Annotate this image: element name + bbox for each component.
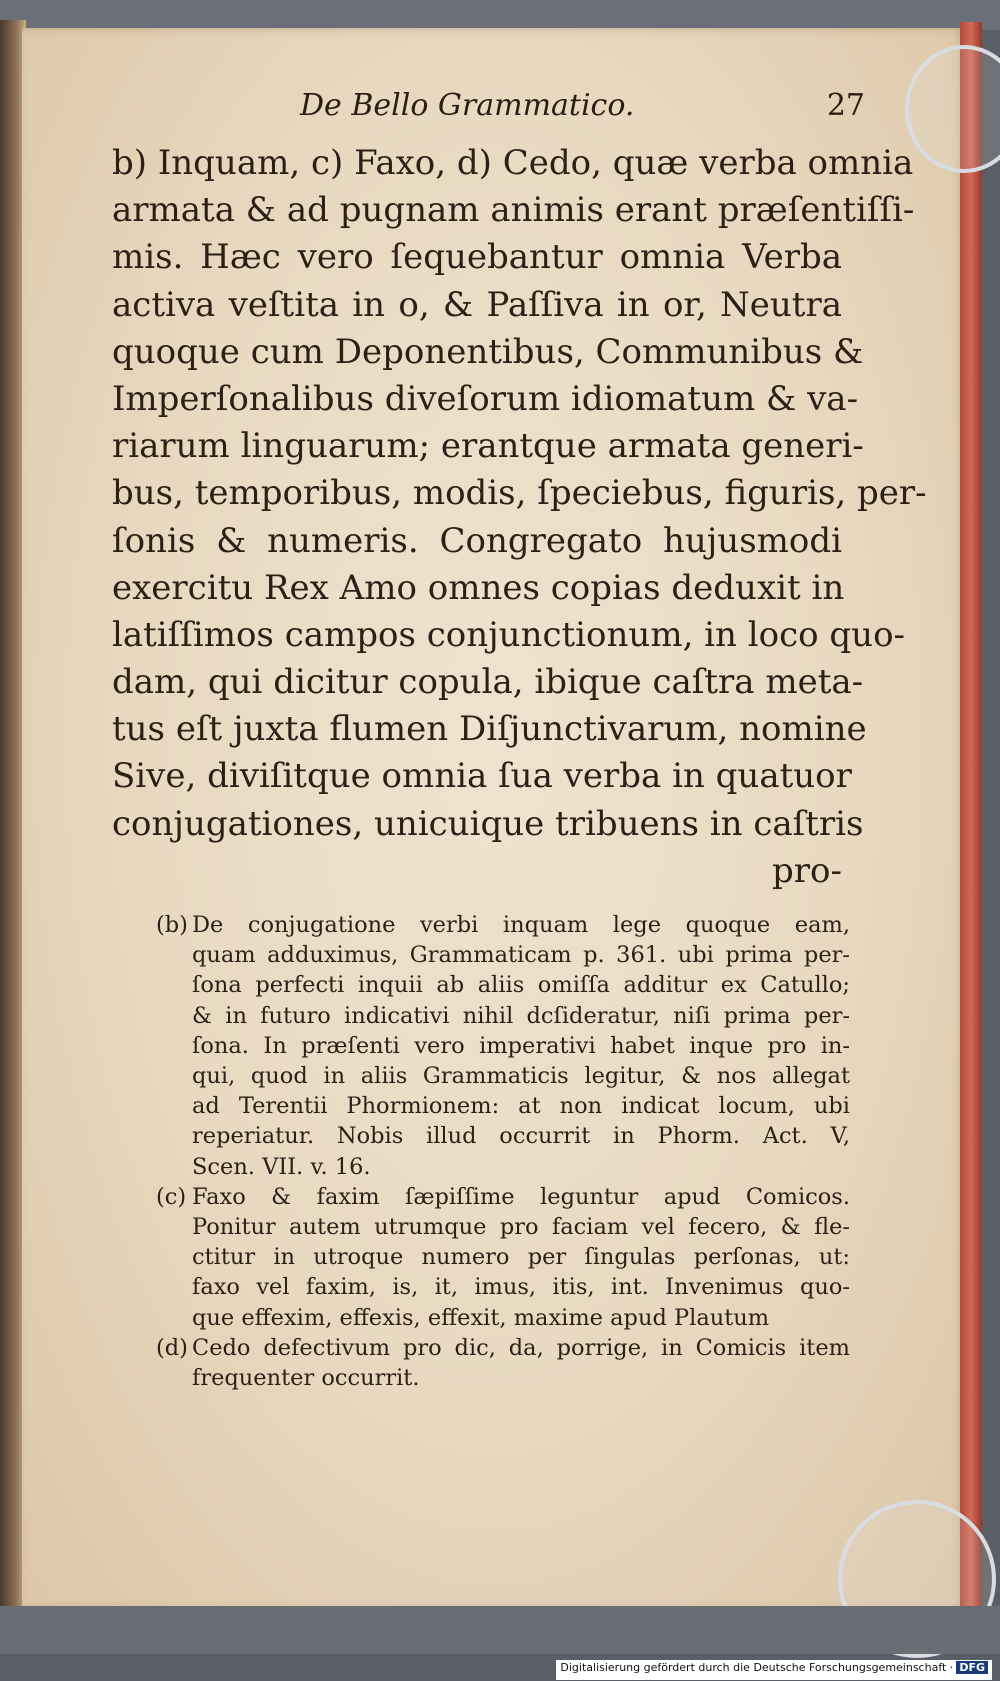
footnote-line: reperiatur. Nobis illud occurrit in Phorm. Act. V, — [192, 1123, 850, 1150]
text-line: dam, qui dicitur copula, ibique caſtra meta- — [112, 662, 864, 703]
footnote-mark: (b) — [156, 912, 188, 938]
page-red-edge — [960, 22, 982, 1612]
footnote-line: Faxo & faxim ſæpiſſime leguntur apud Comicos. — [192, 1183, 850, 1210]
footnote-line: que effexim, effexis, effexit, maxime apud Plautum — [192, 1304, 770, 1331]
dfg-logo: DFG — [956, 1661, 988, 1674]
footnote-line: Scen. VII. v. 16. — [192, 1153, 371, 1180]
text-line: Imperſonalibus diveſorum idiomatum & va- — [112, 378, 859, 419]
text-line: b) Inquam, c) Faxo, d) Cedo, quæ verba omnia — [112, 143, 914, 183]
footnote-line: Cedo defectivum pro dic, da, porrige, in Comicis item — [192, 1334, 850, 1361]
digitization-credit — [556, 1660, 992, 1680]
footnote-line: frequenter occurrit. — [192, 1365, 420, 1392]
footnote-line: Ponitur autem utrumque pro faciam vel fecero, & fle- — [192, 1214, 850, 1241]
text-line: mis. Hæc vero ſequebantur omnia Verba — [112, 237, 842, 278]
text-line: tus eſt juxta flumen Diſjunctivarum, nomine — [112, 709, 867, 750]
footnote-line: ſona. In præſenti vero imperativi habet inque pro in- — [192, 1032, 850, 1059]
text-line: latiſſimos campos conjunctionum, in loco quo- — [112, 614, 906, 655]
text-line: exercitu Rex Amo omnes copias deduxit in — [112, 567, 845, 608]
footnote-mark: (d) — [156, 1334, 188, 1361]
credit-text: Digitalisierung gefördert durch die Deutsche Forschungsgemeinschaft · — [560, 1661, 954, 1674]
main-text — [112, 140, 927, 895]
footnote-c — [150, 1182, 850, 1333]
text-line: activa veſtita in o, & Paſſiva in or, Neutra — [112, 284, 842, 325]
text-line: ſonis & numeris. Congregato hujusmodi — [112, 520, 842, 561]
running-header — [300, 88, 960, 136]
footnote-line: ſona perfecti inquii ab aliis omiſſa additur ex Catullo; — [192, 972, 850, 999]
running-title: De Bello Grammatico. — [300, 88, 635, 123]
footnote-line: De conjugatione verbi inquam lege quoque eam, — [192, 912, 850, 938]
footnotes — [150, 910, 850, 1393]
footnote-d — [150, 1333, 850, 1393]
footnote-line: ad Terentii Phormionem: at non indicat locum, ubi — [192, 1093, 850, 1120]
footnote-mark: (c) — [156, 1183, 187, 1210]
text-line: armata & ad pugnam animis erant præſentiſſi- — [112, 190, 915, 231]
footnote-line: & in futuro indicativi nihil dcſideratur, niſi prima per- — [192, 1002, 850, 1029]
text-line: bus, temporibus, modis, ſpeciebus, figuris, per- — [112, 473, 927, 514]
footnote-line: qui, quod in aliis Grammaticis legitur, & nos allegat — [192, 1063, 850, 1090]
footnote-line: quam adduximus, Grammaticam p. 361. ubi prima per- — [192, 942, 850, 969]
footnote-b — [150, 910, 850, 1182]
scan-background-bottom — [0, 1606, 1000, 1654]
footnote-line: ctitur in utroque numero per ſingulas perſonas, ut: — [192, 1244, 850, 1271]
catchword: pro- — [772, 850, 842, 891]
text-line: quoque cum Deponentibus, Communibus & — [112, 331, 864, 372]
scan-background-top — [0, 0, 1000, 30]
text-line: conjugationes, unicuique tribuens in caſtris — [112, 803, 864, 844]
text-line: Sive, diviſitque omnia ſua verba in quatuor — [112, 756, 852, 797]
footnote-line: faxo vel faxim, is, it, imus, itis, int. Invenimus quo- — [192, 1274, 850, 1301]
text-line: riarum linguarum; erantque armata generi- — [112, 426, 864, 467]
page-number: 27 — [826, 88, 865, 123]
